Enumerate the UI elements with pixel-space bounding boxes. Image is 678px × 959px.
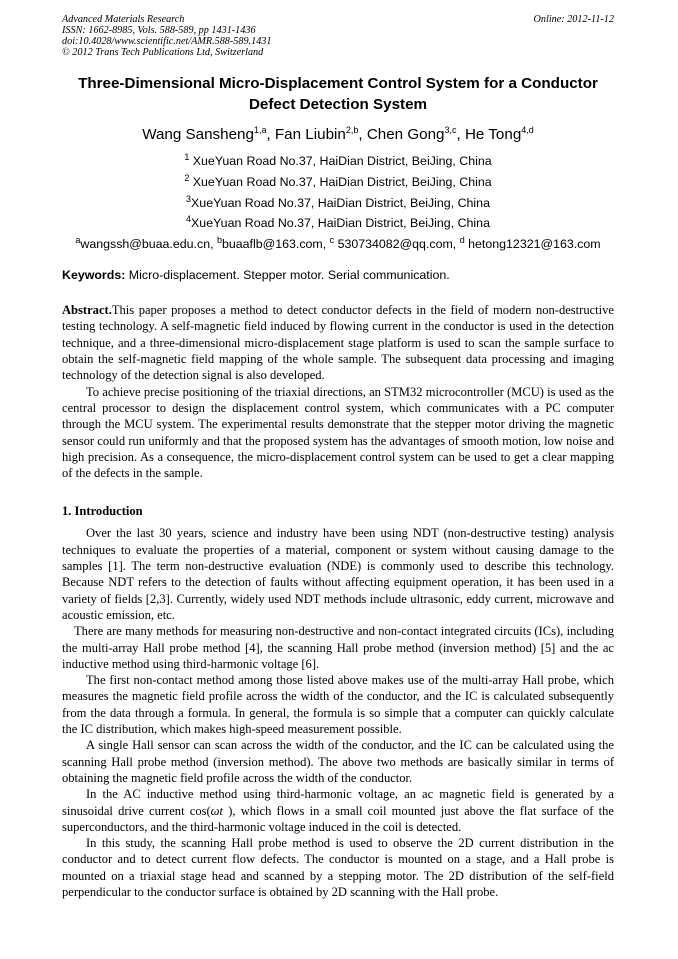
affiliation: $^1$ XueYuan Road No.37, HaiDian District, BeiJing, China: [184, 151, 492, 168]
keywords: [62, 267, 614, 283]
author-separator: ,: [358, 126, 367, 143]
journal-header: [62, 14, 614, 58]
author-sup: 1,a: [253, 124, 267, 135]
email: buaaflb@163.com,: [221, 237, 330, 252]
email: wangssh@buaa.edu.cn,: [80, 237, 217, 252]
author-name: He Tong: [464, 126, 522, 143]
doi-line: doi:10.4028/www.scientific.net/AMR.588-589.1431: [62, 36, 272, 47]
title-line-2: Defect Detection System: [248, 96, 428, 113]
keywords-label: Keywords:: [62, 268, 126, 283]
affiliation: $^4$XueYuan Road No.37, HaiDian District, BeiJing, China: [186, 214, 490, 231]
author-name: Chen Gong: [366, 126, 445, 143]
author-sup: 3,c: [444, 124, 457, 135]
journal-name: Advanced Materials Research: [62, 14, 185, 25]
abstract-paragraph: Abstract.This paper proposes a method to detect conductor defects in the field of modern non-destructive testing technology. A self-magnetic field induced by flowing current in the conductor is used in the detection technique, and a three-dimensional micro-displacement stage platform is used to scan the sample surface to obtain the self-magnetic field mapping of the whole sample. The subsequent data processing and imaging technology of the detection signal is also developed.: [62, 303, 614, 383]
introduction-section: [62, 525, 614, 900]
body-paragraph: In this study, the scanning Hall probe method is used to observe the 2D current distribution in the conductor and to detect current flow defects. The conductor is mounted on a stage, and a Hall probe is mounted on a triaxial stage head and scanned by a stepping motor. The 2D distribution of the self-field perpendicular to the conductor surface is obtained by 2D scanning with the Hall probe.: [62, 836, 614, 899]
paper-title: [62, 73, 614, 115]
email: 530734082@qq.com,: [334, 237, 460, 252]
omega-t-symbol: ωt: [210, 803, 224, 818]
author-separator: ,: [266, 126, 275, 143]
body-paragraph: Over the last 30 years, science and industry have been using NDT (non-destructive testing) analysis techniques to evaluate the properties of a material, component or system without causing damage to the samples [1]. The term non-destructive evaluation (NDE) is commonly used to describe this technology. Because NDT refers to the detection of faults without affecting equipment operation, it has been used in a variety of fields [2,3]. Currently, widely used NDT methods include ultrasonic, eddy current, microwave and acoustic emission, etc.: [62, 526, 614, 622]
section-heading: 1. Introduction: [62, 504, 143, 519]
author-separator: ,: [456, 126, 465, 143]
body-paragraph: There are many methods for measuring non-destructive and non-contact integrated circuits (ICs), including the multi-array Hall probe method [4], the scanning Hall probe method (inversion method) [5] and the ac inductive method using third-harmonic voltage [6].: [62, 624, 614, 671]
body-paragraph: A single Hall sensor can scan across the width of the conductor, and the IC can be calculated using the scanning Hall probe method (inversion method). The above two methods are basically similar in terms of obtaining the magnetic field profile across the width of the conductor.: [62, 738, 614, 785]
online-date: Online: 2012-11-12: [533, 14, 614, 25]
author-list: [62, 125, 614, 145]
body-paragraph: The first non-contact method among those listed above makes use of the multi-array Hall probe, which measures the magnetic field profile across the width of the conductor, and the IC is calculated subsequently from the data through a formula. In general, the formula is so simple that a computer can quickly calculate the IC distribution, which makes high-speed measurement possible.: [62, 673, 614, 737]
affiliation: $^2$ XueYuan Road No.37, HaiDian District, BeiJing, China: [184, 172, 492, 189]
author-sup: 4,d: [521, 124, 534, 135]
keywords-text: Micro-displacement. Stepper motor. Serial communication.: [125, 268, 450, 283]
title-line-1: Three-Dimensional Micro-Displacement Control System for a Conductor: [78, 75, 598, 92]
affiliation: $^3$XueYuan Road No.37, HaiDian District, BeiJing, China: [186, 193, 490, 210]
email-list: $^a$wangssh@buaa.edu.cn, $^b$buaaflb@163.com, $^c$ 530734082@qq.com, $^d$ hetong12321@163.com: [75, 235, 601, 252]
email: hetong12321@163.com: [464, 237, 601, 252]
author-name: Fan Liubin: [274, 126, 346, 143]
author-sup: 2,b: [345, 124, 359, 135]
copyright-line: © 2012 Trans Tech Publications Ltd, Switzerland: [62, 47, 264, 58]
abstract-paragraph: To achieve precise positioning of the triaxial directions, an STM32 microcontroller (MCU) is used as the central processor to design the displacement control system, which communicates with a PC computer through the MCU system. The experimental results demonstrate that the stepper motor driving the magnetic sensor could run uniformly and that the proposed system has the advantages of smooth motion, low noise and high precision. As a consequence, the micro-displacement control system can be used to get a clear mapping of the defects in the sample.: [62, 384, 614, 481]
abstract-label: Abstract.: [62, 303, 112, 318]
paper-page: [62, 14, 614, 900]
body-paragraph: In the AC inductive method using third-harmonic voltage, an ac magnetic field is generated by a sinusoidal drive current cos(ωt ), which flows in a small coil mounted just above the flat surface of the superconductors, and the third-harmonic voltage induced in the coil is detected.: [62, 787, 614, 834]
affiliation-list: [62, 151, 614, 234]
abstract-section: [62, 302, 614, 481]
issn-line: ISSN: 1662-8985, Vols. 588-589, pp 1431-1436: [62, 25, 256, 36]
author-name: Wang Sansheng: [142, 126, 254, 143]
